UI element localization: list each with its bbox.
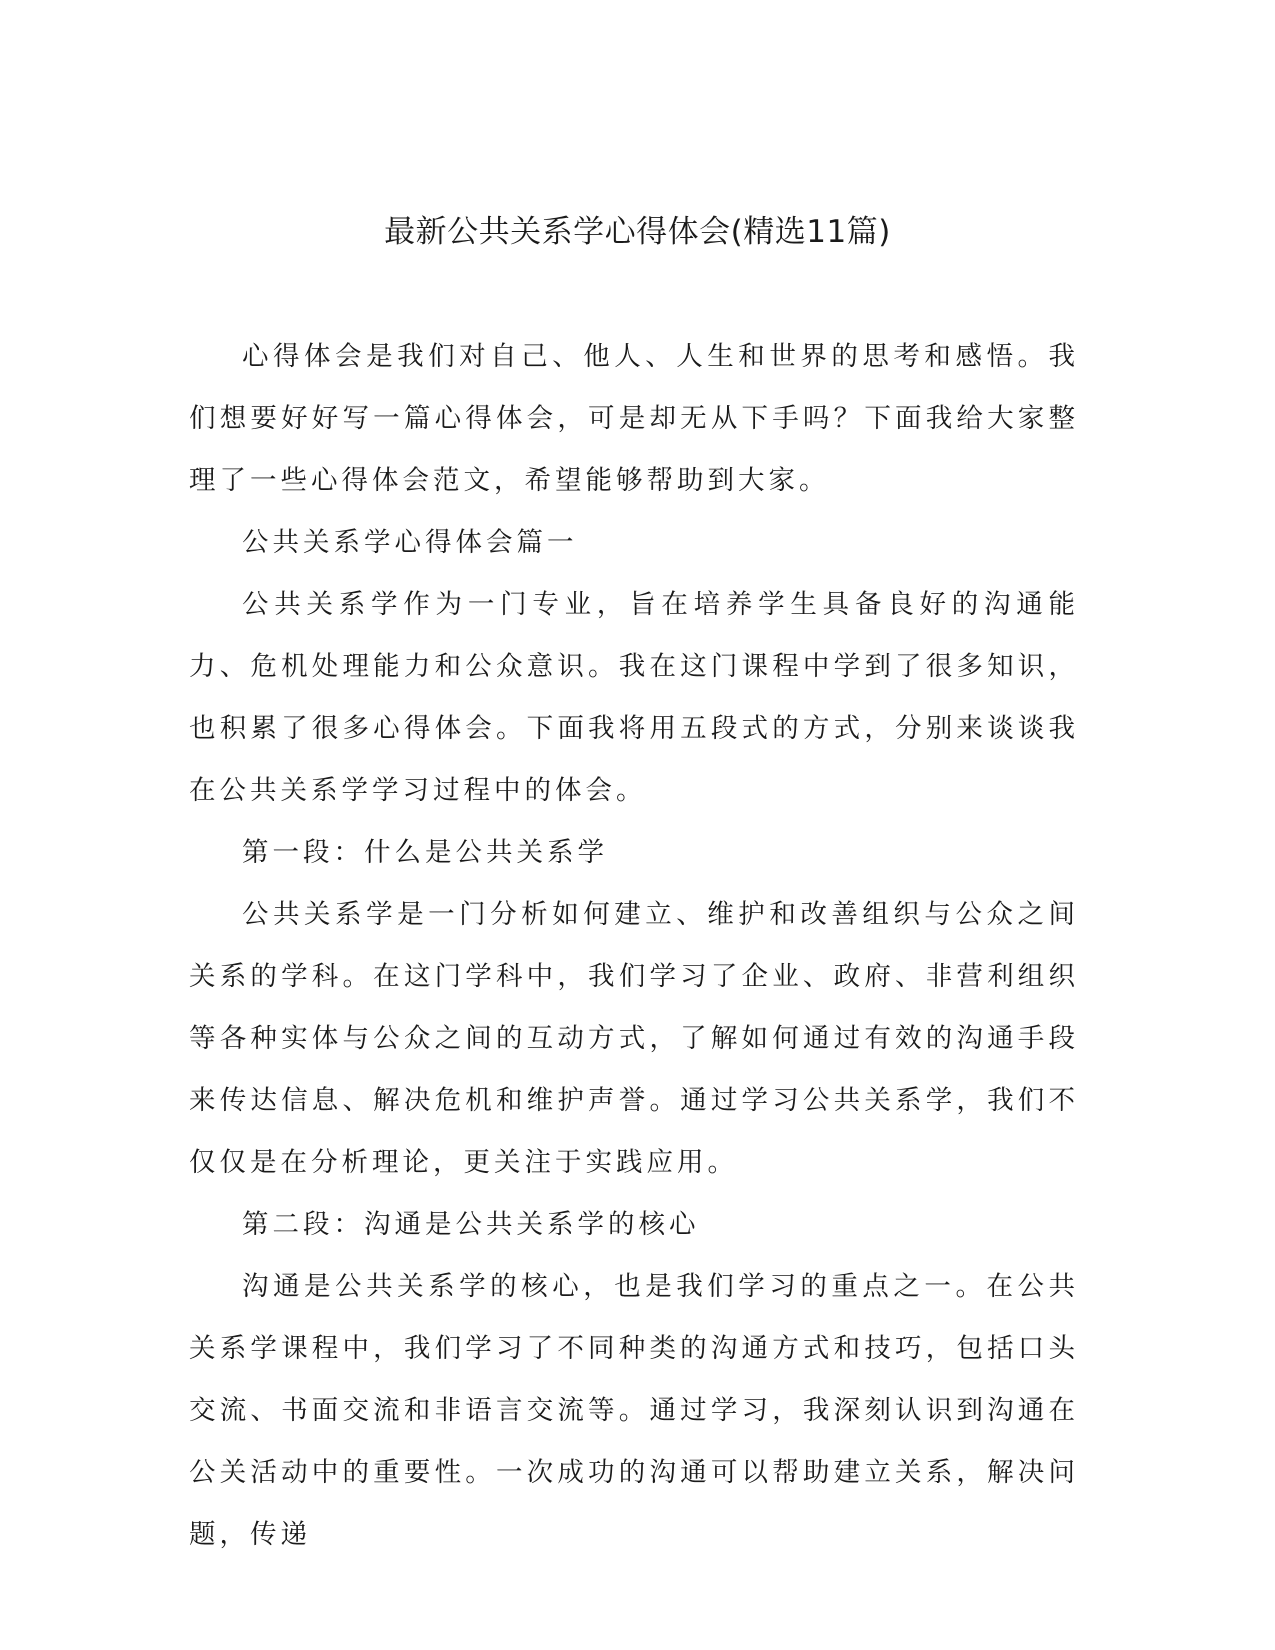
section-heading-first-segment: 第一段：什么是公共关系学 [242,837,608,868]
paragraph-intro: 心得体会是我们对自己、他人、人生和世界的思考和感悟。我们想要好好写一篇心得体会，可是却无从下手吗？下面我给大家整理了一些心得体会范文，希望能够帮助到大家。 [189,341,1079,496]
paragraph-part-one: 公共关系学作为一门专业，旨在培养学生具备良好的沟通能力、危机处理能力和公众意识。我在这门课程中学到了很多知识，也积累了很多心得体会。下面我将用五段式的方式，分别来谈谈我在公共关系学学习过程中的体会。 [189,589,1079,806]
document-body [189,326,1079,1566]
paragraph-first-segment: 公共关系学是一门分析如何建立、维护和改善组织与公众之间关系的学科。在这门学科中，我们学习了企业、政府、非营利组织等各种实体与公众之间的互动方式，了解如何通过有效的沟通手段来传达信息、解决危机和维护声誉。通过学习公共关系学，我们不仅仅是在分析理论，更关注于实践应用。 [189,899,1079,1178]
section-heading-part-one: 公共关系学心得体会篇一 [242,527,578,558]
document-title: 最新公共关系学心得体会(精选11篇) [384,214,891,250]
paragraph-second-segment: 沟通是公共关系学的核心，也是我们学习的重点之一。在公共关系学课程中，我们学习了不同种类的沟通方式和技巧，包括口头交流、书面交流和非语言交流等。通过学习，我深刻认识到沟通在公关活动中的重要性。一次成功的沟通可以帮助建立关系，解决问题，传递 [189,1271,1079,1550]
section-heading-second-segment: 第二段：沟通是公共关系学的核心 [242,1209,700,1240]
